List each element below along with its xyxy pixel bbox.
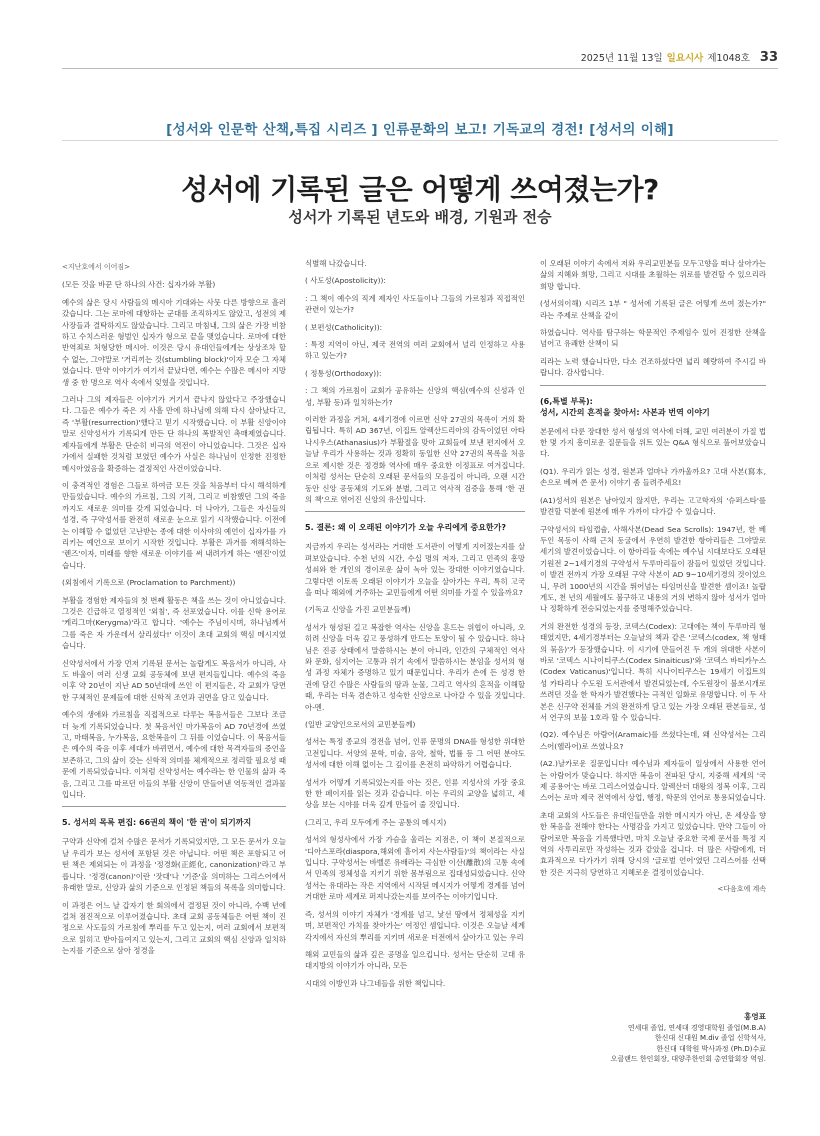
paragraph: 거의 완전한 성경의 등장, 코덱스(Codex): 고대에는 책이 두루마리 형태였지만, 4세기경부터는 오늘날의 책과 같은 '코덱스(codex, 책 형태의 묶음)'가 등장했습니다. 이 시기에 만들어진 두 개의 위대한 사본이 바로 '코덱스 시나이티쿠스(Codex Sinaiticus)'와 '코덱스 바티카누스(Codex Vaticanus)'입니다. 특히 시나이티쿠스는 19세기 이집트의 성 카타리나 수도원 도서관에서 발견되었는데, 수도원장이 불쏘시개로 쓰려던 것을 한 학자가 발견했다는 극적인 일화로 유명합니다. 이 두 사본은 신구약 전체를 거의 완전하게 담고 있는 가장 오래된 판본들로, 성서 연구의 보물 1호라 할 수 있습니다. <box>540 621 766 722</box>
paragraph: : 특정 지역이 아닌, 제국 전역의 여러 교회에서 널리 인정하고 사용하고 있는가? <box>305 340 525 361</box>
paragraph: 초대 교회의 사도들은 유대인들만을 위한 메시지가 아닌, 온 세상을 향한 복음을 전해야 한다는 사명감을 가지고 있었습니다. 만약 그들이 아람어로만 복음을 기록했다면, 마치 오늘날 중요한 국제 문서를 특정 지역의 사투리로만 작성하는 것과 같았을 겁니다. 더 많은 사람에게, 더 효과적으로 다가가기 위해 당시의 '글로벌 언어'였던 그리스어를 선택한 것은 지극히 당연하고 지혜로운 결정이었습니다. <box>540 810 766 877</box>
paragraph: (A2.)날카로운 질문입니다! 예수님과 제자들이 일상에서 사용한 언어는 아람어가 맞습니다. 하지만 복음이 전파된 당시, 지중해 세계의 '국제 공용어'는 바로 그리스어였습니다. 알렉산더 대왕의 정복 이후, 그리스어는 로마 제국 전역에서 상업, 행정, 학문의 언어로 통용되었습니다. <box>540 759 766 803</box>
paragraph: 성서는 특정 종교의 경전을 넘어, 인류 문명의 DNA를 형성한 위대한 고전입니다. 서양의 문학, 미술, 음악, 철학, 법률 등 그 어떤 분야도 성서에 대한 이해 없이는 그 깊이를 온전히 파악하기 어렵습니다. <box>305 737 525 770</box>
paragraph: 신약성서에서 가장 먼저 기록된 문서는 놀랍게도 복음서가 아니라, 사도 바울이 여러 신생 교회 공동체에 보낸 편지들입니다. 예수의 죽음 이후 약 20년이 지난 AD 50년대에 쓰인 이 편지들은, 각 교회가 당면한 구체적인 문제들에 대한 신학적 조언과 권면을 담고 있습니다. <box>62 658 286 702</box>
paragraph: 해외 교민들의 삶과 깊은 공명을 일으킵니다. 성서는 단순히 고대 유대지방의 이야기가 아니라, 모든 <box>305 949 525 971</box>
section-heading: (6,특별 부록): 성서, 시간의 흔적을 찾아서: 사본과 번역 이야기 <box>540 396 710 417</box>
paragraph: 성서가 어떻게 기록되었는지를 아는 것은, 인류 지성사의 가장 중요한 한 페이지를 읽는 것과 같습니다. 이는 우리의 교양을 넓히고, 세상을 보는 시야를 더욱 깊게 만들어 줄 것입니다. <box>305 777 525 810</box>
series-kicker: [성서와 인문학 산책,특집 시리즈 ] 인류문화의 보고! 기독교의 경전! [성서의 이해] <box>166 122 674 138</box>
author-box <box>540 1012 766 1065</box>
paragraph: (일반 교양인으로서의 교민분들께) <box>305 720 416 729</box>
header-issue: 제1048호 <box>707 53 750 64</box>
author-bio-line: 한신대 신대원 M.div 졸업 신학석사, <box>654 1034 766 1042</box>
paragraph: (그리고, 우리 모두에게 주는 공통의 메시지) <box>305 817 447 827</box>
paragraph: 본문에서 다룬 장대한 성서 형성의 역사에 더해, 교민 여러분이 가질 법한 몇 가지 흥미로운 질문들을 위트 있는 Q&A 형식으로 풀어보았습니다. <box>540 426 766 459</box>
paragraph: 시대의 이방인과 나그네들을 위한 책입니다. <box>305 978 446 988</box>
article-title: 성서에 기록된 글은 어떻게 쓰여졌는가? <box>181 173 659 206</box>
paragraph: 그러나 그의 제자들은 이야기가 거기서 끝나지 않았다고 주장했습니다. 그들은 예수가 죽은 지 사흘 만에 하나님에 의해 다시 살아났다고, 즉 '부활(resurrection)'했다고 믿기 시작했습니다. 이 부활 신앙이야말로 신약성서가 기록되게 만든 단 하나의 폭발적인 촉매제였습니다. 제자들에게 부활은 단순히 비극의 역전이 아니었습니다. 그것은 십자가에서 실패한 것처럼 보였던 예수가 사실은 하나님이 인정한 진정한 메시아였음을 확증하는 결정적인 사건이었습니다. <box>62 395 286 473</box>
section-divider <box>540 385 766 386</box>
paragraph: 성서의 형성사에서 가장 가슴을 울리는 지점은, 이 책이 본질적으로 '디아스포라(diaspora,해외에 흩어져 사는사람들)'의 책이라는 사실입니다. 구약성서는 바벨론 유배라는 극심한 이산(離散)의 고통 속에서 민족의 정체성을 지키기 위한 몸부림으로 집대성되었습니다. 신약성서는 유대라는 작은 지역에서 시작된 메시지가 어떻게 경계를 넘어 거대한 로마 세계로 퍼져나갔는지를 보여주는 이야기입니다. <box>305 835 525 902</box>
paragraph: ( 보편성(Catholicity)): <box>305 322 383 332</box>
article-subtitle: 성서가 기록된 년도와 배경, 기원과 전승 <box>288 208 552 226</box>
paragraph: (성서의이해) 시리즈 1부 " 성서에 기록된 글은 어떻게 쓰여 졌는가?" 라는 주제로 산책을 같이 <box>540 299 766 320</box>
paragraph: 이 과정은 어느 날 갑자기 한 회의에서 결정된 것이 아니라, 수백 년에 걸쳐 점진적으로 이루어졌습니다. 초대 교회 공동체들은 어떤 책이 진정으로 사도들의 가르침에 뿌리를 두고 있는지, 여러 교회에서 보편적으로 읽히고 받아들여지고 있는지, 그리고 교회의 핵심 신앙과 일치하는지를 기준으로 삼아 정경을 <box>62 900 286 956</box>
paragraph: 이 충격적인 경험은 그들로 하여금 모든 것을 처음부터 다시 해석하게 만들었습니다. 예수의 가르침, 그의 기적, 그리고 비참했던 그의 죽음까지도 새로운 의미를 갖게 되었습니다. 더 나아가, 그들은 자신들의 성경, 즉 구약성서를 완전히 새로운 눈으로 읽기 시작했습니다. 이전에는 이해할 수 없었던 고난받는 종에 대한 이사야의 예언이 십자가를 가리키는 예언으로 보이기 시작한 것입니다. 부활은 과거를 재해석하는 '렌즈'이자, 미래를 향한 새로운 이야기를 써 내려가게 하는 '엔진'이었습니다. <box>62 480 286 570</box>
page-number: 33 <box>759 50 778 65</box>
paragraph: 이러한 과정을 거쳐, 4세기경에 이르면 신약 27권의 목록이 거의 확립됩니다. 특히 AD 367년, 이집트 알렉산드리아의 감독이었던 아타나시우스(Athanasius)가 부활절을 맞아 교회들에 보낸 편지에서 오늘날 우리가 사용하는 것과 정확히 동일한 신약 27권의 목록을 처음으로 제시한 것은 정경화 역사에 매우 중요한 이정표로 여겨집니다. 이처럼 성서는 단순히 오래된 문서들의 모음집이 아니라, 오랜 시간 동안 신앙 공동체의 기도와 분별, 그리고 역사적 검증을 통해 '한 권의 책'으로 엮어진 신앙의 유산입니다. <box>305 415 525 504</box>
article-column-2 <box>305 258 525 995</box>
paragraph: 리라는 노력 했습니다만, 다소 건조하셨다면 넓리 혜량하여 주시길 바랍니다. 감사합니다. <box>540 356 766 378</box>
author-name: 홍영표 <box>743 1012 766 1021</box>
paragraph: 부활을 경험한 제자들의 첫 번째 활동은 책을 쓰는 것이 아니었습니다. 그것은 긴급하고 열정적인 '외침', 즉 선포였습니다. 이를 신학 용어로 '케리그마(Kerygma)'라고 합니다. '예수는 주님이시며, 하나님께서 그를 죽은 자 가운데서 살리셨다!' 이것이 초대 교회의 핵심 메시지였습니다. <box>62 595 286 651</box>
paragraph: (모든 것을 바꾼 단 하나의 사건: 십자가와 부활) <box>62 280 216 290</box>
header-brand: 일요시사 <box>666 53 704 64</box>
author-bio-line: 오클랜드 한인회장, 대양주한인회 총연합회장 역임. <box>610 1055 766 1063</box>
paragraph: (Q2). 예수님은 아람어(Aramaic)를 쓰셨다는데, 왜 신약성서는 그리스어(헬라어)로 쓰였나요? <box>540 730 766 751</box>
paragraph: 즉, 성서의 이야기 자체가 '경계를 넘고, 낯선 땅에서 정체성을 지키며, 보편적인 가치를 찾아가는' 여정인 셈입니다. 이것은 오늘날 세계 각지에서 자신의 뿌리를 지키며 새로운 터전에서 살아가고 있는 우리 <box>305 909 525 942</box>
section-divider <box>62 806 286 807</box>
paragraph: (Q1). 우리가 읽는 성경, 원본과 얼마나 가까울까요? 고대 사본(寫本, 손으로 베껴 쓴 문서) 이야기 좀 들려주세요! <box>540 466 766 488</box>
paragraph: 지금까지 우리는 성서라는 거대한 도서관이 어떻게 지어졌는지를 살펴보았습니다. 수천 년의 시간, 수십 명의 저자, 그리고 민족의 흥망성쇠와 한 개인의 경이로운 삶이 녹아 있는 장대한 이야기였습니다. 그렇다면 이토록 오래된 이야기가 오늘을 살아가는 우리, 특히 고국을 떠나 해외에 거주하는 교민들에게 어떤 의미를 가질 수 있을까요? <box>305 542 525 597</box>
continued-caption: <지난호에서 이어짐> <box>62 263 131 271</box>
author-bio-line: 연세대 졸업, 연세대 경영대학원 졸업(M.B.A) <box>627 1023 766 1032</box>
author-bio-line: 한신대 대학원 박사과정 (Ph.D)수료 <box>656 1044 766 1053</box>
paragraph: 식별해 나갔습니다. <box>305 259 367 268</box>
paragraph: 구약과 신약에 걸쳐 수많은 문서가 기록되었지만, 그 모든 문서가 오늘날 우리가 보는 성서에 포함된 것은 아닙니다. 어떤 책은 포함되고 어떤 책은 제외되는 이 과정을 '정경화(正經化, canonization)'라고 부릅니다. '정경(canon)'이란 '잣대'나 '기준'을 의미하는 그리스어에서 유래한 말로, 신앙과 삶의 기준으로 인정된 책들의 목록을 의미합니다. <box>62 837 286 893</box>
paragraph: : 그 책이 예수의 직계 제자인 사도들이나 그들의 가르침과 직접적인 관련이 있는가? <box>305 293 525 315</box>
section-heading: 5. 성서의 목록 편집: 66권의 책이 '한 권'이 되기까지 <box>62 818 252 828</box>
page-header <box>581 50 778 65</box>
paragraph: 성서가 형성된 길고 복잡한 역사는 신앙을 흔드는 위협이 아니라, 오히려 신앙을 더욱 깊고 풍성하게 만드는 토양이 될 수 있습니다. 하나님은 진공 상태에서 말씀하시는 분이 아니라, 인간의 구체적인 역사와 문화, 심지어는 고통과 위기 속에서 말씀하시는 분임을 성서의 형성 과정 자체가 증명하고 있기 때문입니다. 우리가 손에 든 성경 한 권에 담긴 수많은 사람들의 땀과 눈물, 그리고 역사의 흔적을 이해할 때, 우리는 더욱 겸손하고 성숙한 신앙으로 나아갈 수 있을 것입니다. 아-멘. <box>305 622 525 712</box>
section-heading: 5. 결론: 왜 이 오래된 이야기가 오늘 우리에게 중요한가? <box>305 523 507 533</box>
header-divider <box>62 68 778 69</box>
paragraph: ( 정통성(Orthodoxy)): <box>305 368 382 378</box>
paragraph: (기독교 신앙을 가진 교민분들께) <box>305 605 411 615</box>
header-date: 2025년 11월 13일 <box>580 53 663 64</box>
paragraph: 예수의 삶은 당시 사람들의 메시아 기대와는 사뭇 다른 방향으로 흘러갔습니다. 그는 로마에 대항하는 군대를 조직하지도 않았고, 성전의 제사장들과 결탁하지도 않았습니다. 그리고 마침내, 그의 삶은 가장 비참하고 수치스러운 형벌인 십자가 형으로 끝을 맺었습니다. 로마에 대한 반역죄로 처형당한 메시아. 이것은 당시 유대인들에게는 상상조차 할 수 없는, 그야말로 '거리끼는 것(stumbling block)'이자 모순 그 자체였습니다. 만약 이야기가 여기서 끝났다면, 예수는 수많은 메시아 지망생 중 한 명으로 역사 속에서 잊혔을 것입니다. <box>62 297 286 387</box>
article-column-1 <box>62 262 286 963</box>
continued-note: <다음호에 계속 <box>717 885 766 894</box>
section-divider <box>305 511 525 512</box>
paragraph: 하였습니다. 역사를 탐구하는 학문적인 주제임수 있어 진정한 산책을 넘어고 유쾌한 산책이 되 <box>540 328 766 349</box>
paragraph: : 그 책의 가르침이 교회가 공유하는 신앙의 핵심(예수의 신성과 인성, 부활 등)과 일치하는가? <box>305 386 525 407</box>
paragraph: (A1)성서의 원본은 남아있지 않지만, 우리는 고고학자의 '슈퍼스타'를 발견할 덕분에 원본에 매우 가까이 다가갈 수 있습니다. <box>540 495 766 517</box>
article-column-3 <box>540 258 766 902</box>
paragraph: ( 사도성(Apostolicity)): <box>305 276 386 286</box>
paragraph: (외침에서 기록으로 (Proclamation to Parchment)) <box>62 578 236 588</box>
paragraph: 예수의 생애와 가르침을 직접적으로 다루는 복음서들은 그보다 조금 더 늦게 기록되었습니다. 첫 복음서인 마가복음이 AD 70년경에 쓰였고, 마태복음, 누가복음, 요한복음이 그 뒤를 이었습니다. 이 복음서들은 예수의 죽음 이후 세대가 바뀌면서, 예수에 대한 목격자들의 증언을 보존하고, 그의 삶이 갖는 신학적 의미를 체계적으로 정리할 필요성 때문에 기록되었습니다. 이처럼 신약성서는 예수라는 한 인물의 삶과 죽음, 그리고 그를 따르던 이들의 부활 신앙이 만들어낸 역동적인 결과물입니다. <box>62 710 286 800</box>
kicker-divider <box>62 140 778 141</box>
paragraph: 이 오래된 이야기 속에서 저와 우리교민분들 모두고향을 떠나 살아가는 삶의 지혜와 희망, 그리고 시대를 초월하는 위로를 발견할 수 있으리라 희망 합니다. <box>540 259 766 291</box>
paragraph: 구약성서의 타임캡슐, 사해사본(Dead Sea Scrolls): 1947년, 한 베두인 목동이 사해 근처 동굴에서 우연히 발견한 항아리들은 그야말로 세기의 발견이었습니다. 이 항아리들 속에는 예수님 시대보다도 오래된 기원전 2~1세기경의 구약성서 두루마리들이 잠들어 있었던 것입니다. 이 발견 전까지 가장 오래된 구약 사본이 AD 9~10세기경의 것이었으니, 무려 1000년의 시간을 뛰어넘는 타임머신을 발견한 셈이죠! 놀랍게도, 천 년의 세월에도 불구하고 내용의 거의 변하지 않아 성서가 얼마나 정확하게 전승되었는지를 증명해주었습니다. <box>540 524 766 614</box>
